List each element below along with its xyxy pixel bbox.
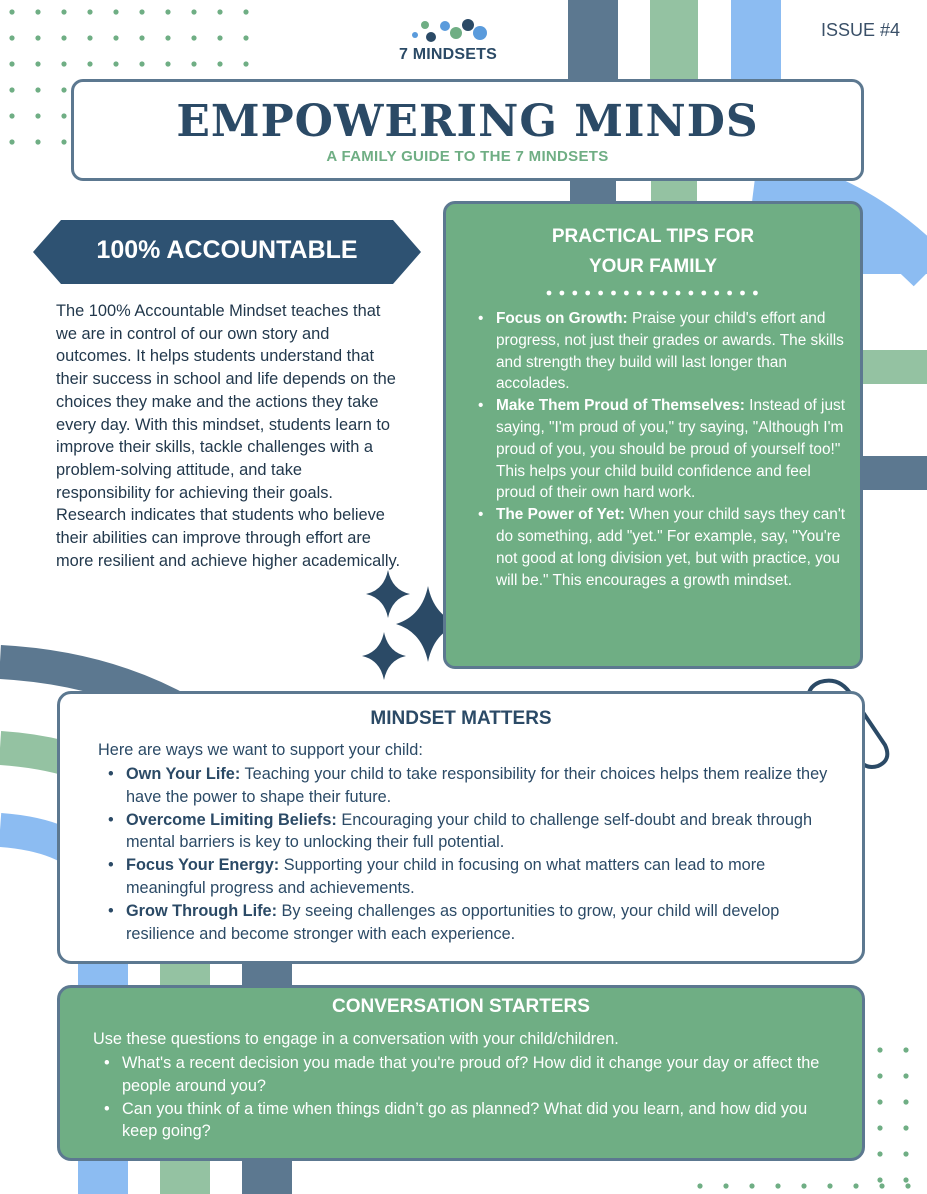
list-item-text: By seeing challenges as opportunities to grow, your child will develop resilience and become stronger with each experience. bbox=[126, 901, 780, 943]
stripe-green bbox=[650, 0, 698, 80]
conversation-starters-panel bbox=[57, 985, 865, 1161]
divider-dot bbox=[598, 291, 603, 296]
decor-dot bbox=[61, 139, 66, 144]
divider-dot bbox=[560, 291, 565, 296]
decor-dot bbox=[35, 113, 40, 118]
page-title: EMPOWERING MINDS bbox=[176, 96, 759, 147]
decor-dot bbox=[35, 87, 40, 92]
decor-dot bbox=[217, 61, 222, 66]
decor-dot bbox=[9, 139, 14, 144]
divider-dot bbox=[740, 291, 745, 296]
decor-dot bbox=[243, 61, 248, 66]
divider-dot bbox=[676, 291, 681, 296]
decor-dot bbox=[217, 35, 222, 40]
sparkle-small-1 bbox=[366, 570, 410, 618]
decor-dot bbox=[35, 139, 40, 144]
decor-dot bbox=[243, 9, 248, 14]
conversation-starters-intro: Use these questions to engage in a conversation with your child/children. bbox=[93, 1030, 619, 1048]
list-item-text: Encouraging your child to challenge self-doubt and break through mental barriers is key to unlocking their full potential. bbox=[126, 810, 812, 852]
tips-heading-line2: YOUR FAMILY bbox=[588, 256, 718, 277]
list-item-text: When your child says they can't do something, add "yet." For example, say, "You're not good at long division yet, but with practice, you will be." This encourages a growth mindset. bbox=[496, 506, 846, 589]
decor-dot bbox=[61, 87, 66, 92]
decor-dot bbox=[191, 35, 196, 40]
divider-dot bbox=[611, 291, 616, 296]
decor-dot bbox=[775, 1183, 780, 1188]
decor-dot bbox=[903, 1125, 908, 1130]
decor-dot bbox=[9, 113, 14, 118]
decor-dot bbox=[9, 35, 14, 40]
decor-dot bbox=[191, 9, 196, 14]
decor-dot bbox=[35, 35, 40, 40]
decor-dot bbox=[243, 35, 248, 40]
logo-circles-icon bbox=[388, 16, 508, 46]
divider-dot bbox=[727, 291, 732, 296]
section-banner bbox=[33, 220, 421, 284]
decor-dot bbox=[139, 9, 144, 14]
list-item-title: The Power of Yet: bbox=[496, 506, 625, 524]
decor-dot bbox=[87, 35, 92, 40]
divider-dot bbox=[701, 291, 706, 296]
decor-dot bbox=[165, 9, 170, 14]
decor-dot bbox=[9, 87, 14, 92]
decor-dot bbox=[877, 1073, 882, 1078]
stripe-blue bbox=[731, 0, 781, 80]
page-subtitle: A FAMILY GUIDE TO THE 7 MINDSETS bbox=[326, 148, 609, 165]
list-item-text: Praise your child's effort and progress, not just their grades or awards. The skills and strength they build will last longer than accolades. bbox=[496, 310, 844, 393]
dotted-divider bbox=[546, 290, 758, 296]
list-item bbox=[126, 900, 846, 946]
decor-dot bbox=[903, 1151, 908, 1156]
decor-dot bbox=[903, 1047, 908, 1052]
decor-dot bbox=[801, 1183, 806, 1188]
divider-dot bbox=[689, 291, 694, 296]
decor-dot bbox=[113, 61, 118, 66]
banner-title: 100% ACCOUNTABLE bbox=[96, 236, 358, 264]
divider-dot bbox=[753, 291, 758, 296]
logo-text: 7 MINDSETS bbox=[398, 46, 497, 63]
decor-dot bbox=[877, 1151, 882, 1156]
logo bbox=[388, 16, 508, 66]
mindset-matters-list bbox=[126, 763, 846, 945]
decor-dot bbox=[217, 9, 222, 14]
divider-dot bbox=[714, 291, 719, 296]
divider-dot bbox=[663, 291, 668, 296]
list-item-text: Supporting your child in focusing on what matters can lead to more meaningful progress and achievements. bbox=[126, 856, 766, 897]
title-box bbox=[71, 79, 864, 181]
decor-dot bbox=[61, 35, 66, 40]
list-item bbox=[496, 395, 846, 504]
conversation-starters-heading: CONVERSATION STARTERS bbox=[332, 996, 590, 1017]
divider-dot bbox=[585, 291, 590, 296]
decor-dot bbox=[877, 1099, 882, 1104]
sparkle-small-2 bbox=[362, 632, 406, 680]
tips-list bbox=[496, 308, 846, 591]
decor-dot bbox=[139, 35, 144, 40]
decor-dot bbox=[903, 1177, 908, 1182]
list-item bbox=[126, 763, 846, 809]
decor-dot bbox=[61, 9, 66, 14]
decor-dot bbox=[165, 61, 170, 66]
issue-number: ISSUE #4 bbox=[820, 20, 900, 40]
list-item bbox=[496, 504, 846, 591]
band-green bbox=[860, 350, 927, 384]
decor-dot bbox=[191, 61, 196, 66]
decor-dot bbox=[61, 61, 66, 66]
decor-dot bbox=[139, 61, 144, 66]
mindset-matters-panel bbox=[57, 691, 865, 964]
list-item-title: Overcome Limiting Beliefs: bbox=[126, 810, 337, 829]
decor-dot bbox=[879, 1183, 884, 1188]
list-item bbox=[126, 809, 846, 855]
list-item-title: Make Them Proud of Themselves: bbox=[496, 397, 745, 415]
list-item-title: Focus on Growth: bbox=[496, 310, 628, 327]
tips-heading-line1: PRACTICAL TIPS FOR bbox=[551, 226, 755, 247]
conversation-starters-list bbox=[122, 1052, 842, 1143]
decor-dot bbox=[61, 113, 66, 118]
decor-dot bbox=[9, 61, 14, 66]
decor-dot bbox=[35, 61, 40, 66]
divider-dot bbox=[572, 291, 577, 296]
decor-dot bbox=[87, 9, 92, 14]
decor-dot bbox=[113, 9, 118, 14]
decor-dot bbox=[905, 1183, 910, 1188]
mindset-matters-intro: Here are ways we want to support your child: bbox=[98, 741, 423, 759]
decor-dot bbox=[9, 9, 14, 14]
decor-dot bbox=[877, 1125, 882, 1130]
decor-dot bbox=[35, 9, 40, 14]
divider-dot bbox=[547, 291, 552, 296]
divider-dot bbox=[637, 291, 642, 296]
list-item: • Can you think of a time when things didn’t go as planned? What did you learn, and how did you keep going? bbox=[122, 1098, 842, 1144]
decor-dot bbox=[87, 61, 92, 66]
decor-dot bbox=[827, 1183, 832, 1188]
list-item-title: Focus Your Energy: bbox=[126, 856, 280, 875]
mindset-matters-heading: MINDSET MATTERS bbox=[370, 708, 552, 729]
accountable-paragraph: The 100% Accountable Mindset teaches that we are in control of our own story and outcomes. It helps students understand that their success in school and life depends on the choices they make and the actions they take every day. With this mindset, students learn to improve their skills, tackle challenges with a problem-solving attitude, and take responsibility for achieving their goals. Research indicates that students who believe their abilities can improve through effort are more resilient and achieve higher academically. bbox=[56, 302, 401, 570]
list-item-title: Own Your Life: bbox=[126, 765, 241, 783]
decor-dot bbox=[853, 1183, 858, 1188]
list-item: • What's a recent decision you made that you're proud of? How did it change your day or affect the people around you? bbox=[122, 1052, 842, 1098]
list-item-text: Teaching your child to take responsibility for their choices helps them realize they have the power to shape their future. bbox=[126, 765, 828, 806]
divider-dot bbox=[624, 291, 629, 296]
list-item bbox=[126, 854, 846, 900]
decor-dot bbox=[749, 1183, 754, 1188]
band-blue bbox=[860, 240, 927, 274]
list-item-title: Grow Through Life: bbox=[126, 901, 278, 920]
decor-dot bbox=[165, 35, 170, 40]
decor-dot bbox=[877, 1047, 882, 1052]
decor-dot bbox=[113, 35, 118, 40]
decor-dot bbox=[697, 1183, 702, 1188]
tips-panel bbox=[443, 201, 863, 669]
stripe-slate bbox=[568, 0, 618, 80]
decor-dot bbox=[723, 1183, 728, 1188]
list-item bbox=[496, 308, 846, 395]
tips-heading bbox=[446, 222, 860, 282]
band-slate bbox=[860, 456, 927, 490]
divider-dot bbox=[650, 291, 655, 296]
decor-dot bbox=[877, 1177, 882, 1182]
decor-dot bbox=[903, 1073, 908, 1078]
decor-dot bbox=[903, 1099, 908, 1104]
list-item-text: Instead of just saying, "I'm proud of you," try saying, "Although I'm proud of you, you should be proud of yourself too!" This helps your child build confidence and feel proud of their own hard work. bbox=[496, 397, 845, 502]
